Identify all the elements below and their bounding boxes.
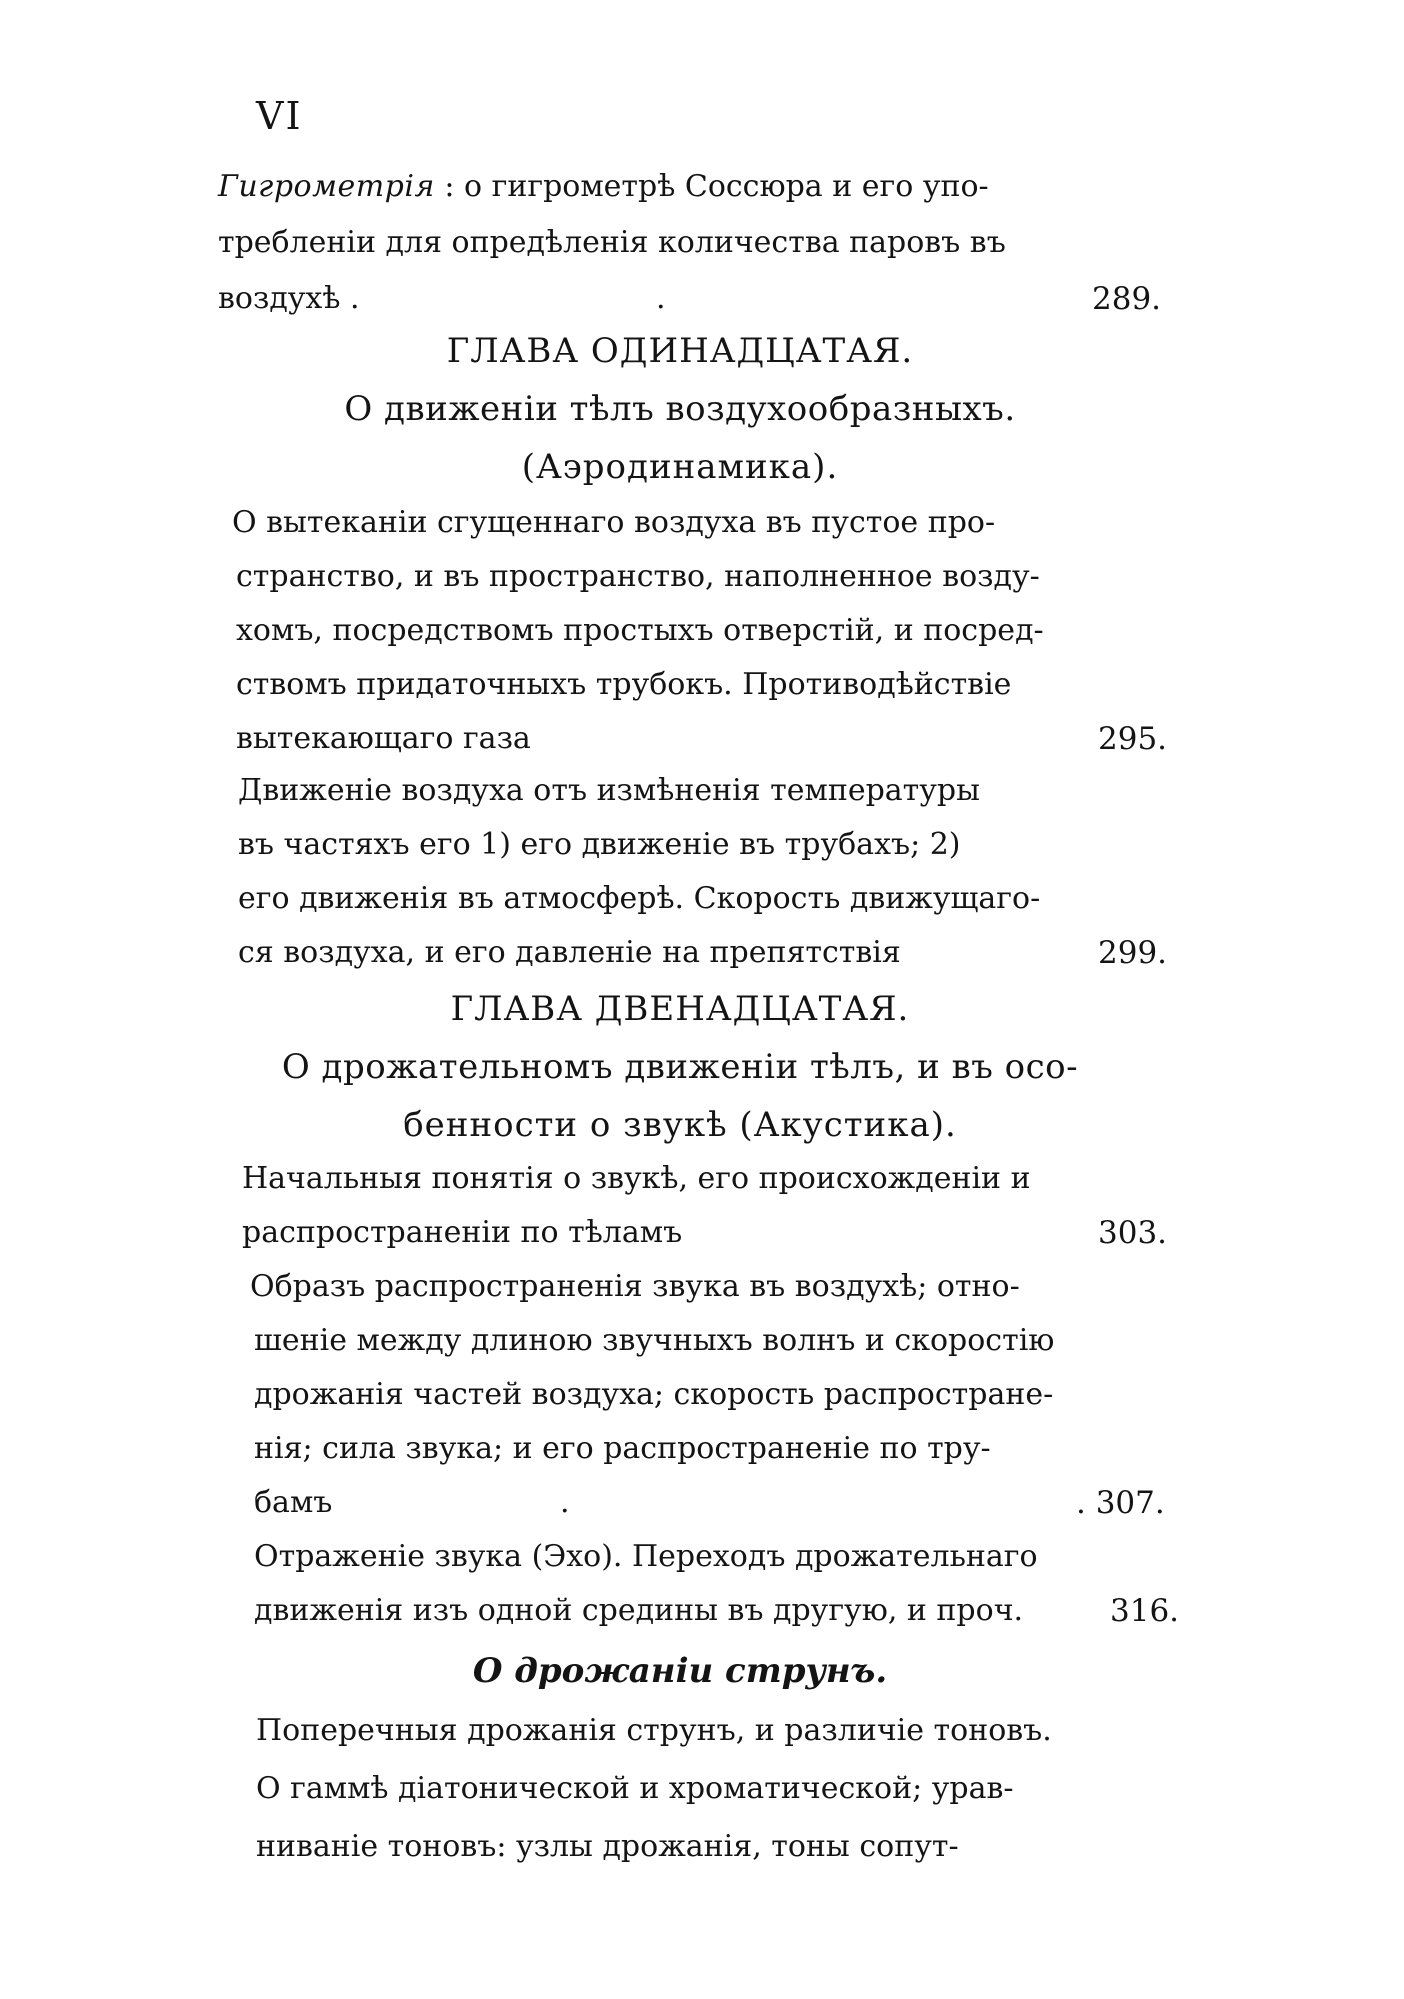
entry-5-line-2: движенія изъ одной средины въ другую, и проч. <box>254 1593 1024 1628</box>
entry-1-line-2: странство, и въ пространство, наполненное возду- <box>236 559 1040 594</box>
chapter-12-paren: бенности о звукѣ (Акустика). <box>403 1105 957 1145</box>
section-strings-title: О дрожаніи струнъ. <box>472 1651 888 1691</box>
entry-1-line-5: вытекающаго газа <box>236 721 531 756</box>
hygrometry-page: 289. <box>1092 281 1162 317</box>
chapter-11-paren: (Аэродинамика). <box>521 447 839 487</box>
chapter-12-title: ГЛАВА ДВЕНАДЦАТАЯ. <box>450 989 910 1029</box>
entry-4-line-4: нія; сила звука; и его распространеніе по тру- <box>254 1431 991 1466</box>
entry-1-page: 295. <box>1098 721 1168 757</box>
entry-6-line-2: О гаммѣ діатонической и хроматической; урав- <box>256 1771 1014 1806</box>
entry-1-line-1: О вытеканіи сгущеннаго воздуха въ пустое про- <box>232 505 996 540</box>
entry-5-page: 316. <box>1110 1593 1180 1629</box>
entry-6-line-1: Поперечныя дрожанія струнъ, и различіе тоновъ. <box>256 1713 1052 1748</box>
hygrometry-line-1 <box>218 169 989 204</box>
entry-4-line-1: Образъ распространенія звука въ воздухѣ; отно- <box>250 1269 1020 1304</box>
entry-2-line-2: въ частяхъ его 1) его движеніе въ трубахъ; 2) <box>238 827 961 862</box>
hygrometry-line-3: воздухѣ . <box>218 281 360 316</box>
entry-2-line-3: его движенія въ атмосферѣ. Скорость движущаго- <box>238 881 1041 916</box>
entry-1-line-4: ствомъ придаточныхъ трубокъ. Противодѣйствіе <box>236 667 1012 702</box>
hygrometry-label: Гигрометрія <box>218 169 435 204</box>
entry-3-page: 303. <box>1098 1215 1168 1251</box>
page-number: VI <box>256 94 303 138</box>
entry-6-line-3: ниваніе тоновъ: узлы дрожанія, тоны сопут- <box>256 1829 959 1864</box>
entry-2-page: 299. <box>1098 935 1168 971</box>
entry-3-line-2: распространеніи по тѣламъ <box>242 1215 683 1250</box>
entry-4-line-2: шеніе между длиною звучныхъ волнъ и скоростію <box>254 1323 1055 1358</box>
entry-3-line-1: Начальныя понятія о звукѣ, его происхожденіи и <box>242 1161 1031 1196</box>
chapter-12-subtitle: О дрожательномъ движеніи тѣлъ, и въ осо- <box>281 1047 1079 1087</box>
entry-4-line-3: дрожанія частей воздуха; скорость распростране- <box>254 1377 1054 1412</box>
chapter-11-title: ГЛАВА ОДИНАДЦАТАЯ. <box>446 331 914 371</box>
entry-5-line-1: Отраженіе звука (Эхо). Переходъ дрожательнаго <box>254 1539 1038 1574</box>
hygrometry-dot: . <box>656 281 666 316</box>
entry-1-line-3: хомъ, посредствомъ простыхъ отверстій, и посред- <box>236 613 1044 648</box>
entry-4-page: . 307. <box>1076 1485 1165 1521</box>
entry-2-line-4: ся воздуха, и его давленіе на препятствія <box>238 935 901 970</box>
entry-4-line-5: бамъ <box>254 1485 333 1520</box>
hygrometry-line-2: требленіи для опредѣленія количества паровъ въ <box>218 225 1006 260</box>
entry-2-line-1: Движеніе воздуха отъ измѣненія температуры <box>238 773 981 808</box>
chapter-11-subtitle: О движеніи тѣлъ воздухообразныхъ. <box>344 389 1016 429</box>
entry-4-dot: . <box>560 1485 570 1520</box>
hygrometry-line-1-text: : о гигрометрѣ Соссюра и его упо- <box>444 169 989 204</box>
